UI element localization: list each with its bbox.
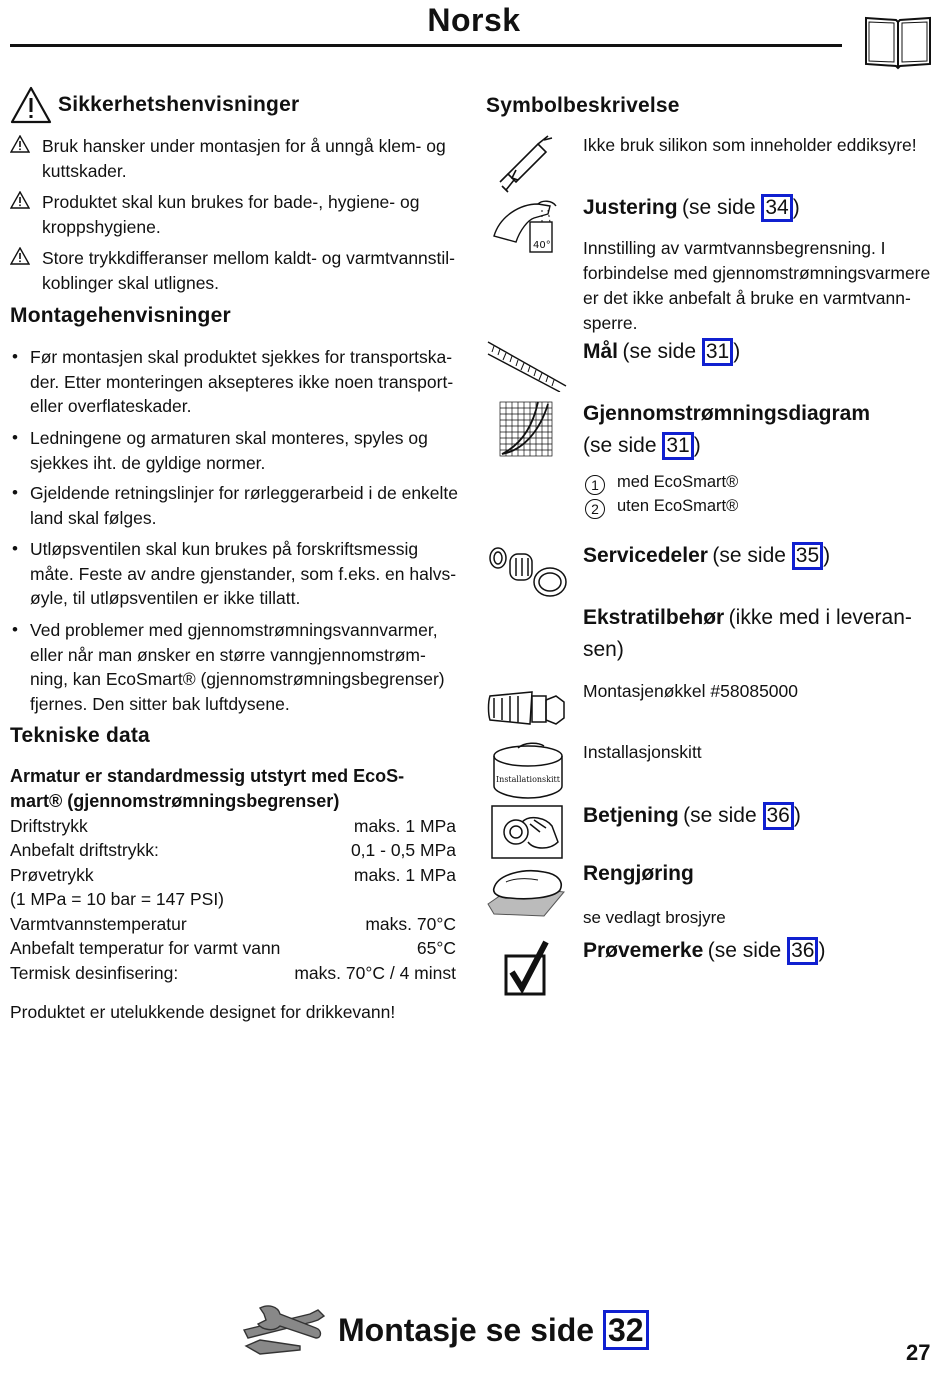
tech-value: maks. 1 MPa — [353, 816, 456, 836]
page-title: Norsk — [427, 2, 521, 38]
warning-triangle-icon — [10, 135, 30, 153]
silicone-note: Ikke bruk silikon som inneholder eddiksyre! — [583, 135, 917, 155]
tech-value: maks. 1 MPa — [353, 865, 456, 885]
warning-text: Produktet skal kun brukes for bade-, hygiene- og kroppshygiene. — [42, 192, 420, 237]
heading-title: Mål — [583, 340, 619, 363]
ref-prefix: (se side — [712, 544, 792, 567]
page-link[interactable]: 32 — [603, 1310, 649, 1350]
bullet-item: • Før montasjen skal produktet sjekkes for transportska-der. Etter monteringen aksepteres ikke noen transport- eller overflateskader. — [12, 345, 460, 419]
tech-label: (1 MPa = 10 bar = 147 PSI) — [10, 889, 225, 909]
page-link[interactable]: 35 — [792, 542, 823, 570]
heading-title: Servicedeler — [583, 544, 708, 567]
section-title: Montagehenvisninger — [10, 304, 231, 327]
bullet-item: • Gjeldende retningslinjer for rørleggerarbeid i de enkelte land skal følges. — [12, 481, 460, 530]
page-link[interactable]: 31 — [702, 338, 733, 366]
bullet-text: Ledningene og armaturen skal monteres, spyles og sjekkes iht. de gyldige normer. — [30, 428, 428, 473]
section-title: Tekniske data — [10, 724, 150, 747]
tech-row — [10, 863, 456, 888]
service-heading — [583, 542, 830, 570]
tech-value: maks. 70°C — [365, 914, 456, 934]
legend-text: uten EcoSmart® — [617, 497, 739, 515]
warning-text: Bruk hansker under montasjen for å unngå klem- og kuttskader. — [42, 136, 446, 181]
tech-label: Anbefalt temperatur for varmt vann — [10, 938, 281, 958]
bullet-text: Ved problemer med gjennomstrømningsvannvarmer, eller når man ønsker en større vanngjennomstrøm-ning, kan EcoSmart® (gjennomstrømningsbegrenser) fjernes. Den sitter bak luftdysene. — [30, 620, 445, 714]
ref-suffix: ) — [793, 804, 801, 827]
header-rule — [10, 44, 842, 47]
tech-label: Prøvetrykk — [10, 865, 94, 885]
tech-label: Varmtvannstemperatur — [10, 914, 187, 934]
wrench-screwdriver-icon — [240, 1300, 326, 1358]
checkmark-box-icon — [502, 938, 552, 996]
tech-value: 65°C — [416, 938, 456, 958]
tech-row — [10, 961, 456, 986]
book-icon — [864, 14, 932, 70]
adjust-text: Innstilling av varmtvannsbegrensning. I forbindelse med gjennomstrømningsvarmere er det ikke anbefalt å bruke en varmtvann-sperre. — [583, 238, 931, 333]
footer-title-text: Montasje se side — [338, 1312, 595, 1348]
accessories-heading — [583, 603, 935, 667]
installation-kit-icon — [490, 740, 566, 800]
ref-suffix: ) — [792, 196, 800, 219]
operation-heading — [583, 802, 801, 830]
page-link[interactable]: 36 — [787, 937, 818, 965]
bullet-text: Før montasjen skal produktet sjekkes for transportska-der. Etter monteringen aksepteres ikke noen transport- eller overflateskader. — [30, 347, 454, 416]
footer-assembly-ref — [338, 1310, 649, 1350]
drinking-water-note: Produktet er utelukkende designet for drikkevann! — [10, 1002, 396, 1022]
tech-subtitle: Armatur er standardmessig utstyrt med EcoS-mart® (gjennomstrømningsbegrenser) — [10, 766, 405, 811]
bullet-item: • Ledningene og armaturen skal monteres, spyles og sjekkes iht. de gyldige normer. — [12, 426, 460, 475]
cleaning-cloth-icon — [484, 864, 568, 918]
ref-prefix: (se side — [681, 196, 762, 219]
heading-title: Gjennomstrømningsdiagram — [583, 402, 871, 425]
warning-item — [10, 246, 460, 295]
adjust-heading — [583, 194, 800, 222]
assembly-key-icon — [484, 682, 570, 734]
page-number: 27 — [906, 1340, 931, 1365]
heading-title: Betjening — [583, 804, 679, 827]
dimensions-heading — [583, 338, 740, 366]
bullet-text: Gjeldende retningslinjer for rørleggerarbeid i de enkelte land skal følges. — [30, 483, 459, 528]
ref-suffix: ) — [733, 340, 741, 363]
silicone-gun-icon — [494, 134, 558, 194]
legend-number: 1 — [585, 475, 605, 495]
warning-triangle-icon — [10, 191, 30, 209]
cleaning-heading — [583, 862, 694, 886]
page-link[interactable]: 31 — [662, 432, 693, 460]
flow-heading — [583, 399, 935, 463]
tech-label: Termisk desinfisering: — [10, 963, 179, 983]
tech-row — [10, 936, 456, 961]
test-heading — [583, 937, 825, 965]
cleaning-text: se vedlagt brosjyre — [583, 908, 726, 927]
tech-value: maks. 70°C / 4 minst — [294, 963, 456, 983]
tech-value: 0,1 - 0,5 MPa — [350, 840, 456, 860]
svg-text:40°: 40° — [533, 240, 551, 251]
kit-can-label: Installationskitt — [496, 775, 560, 784]
warning-triangle-icon — [10, 247, 30, 265]
service-parts-icon — [486, 544, 570, 600]
tech-row — [10, 887, 456, 912]
warning-item — [10, 134, 460, 183]
ref-prefix: (se side — [707, 939, 788, 962]
heading-title: Justering — [583, 196, 678, 219]
tech-label: Driftstrykk — [10, 816, 88, 836]
installation-kit-text: Installasjonskitt — [583, 742, 702, 762]
ref-prefix: (se side — [622, 340, 702, 363]
heading-title: Prøvemerke — [583, 939, 704, 962]
assembly-key-text: Montasjenøkkel #58085000 — [583, 681, 799, 701]
safety-heading — [10, 86, 299, 124]
bullet-item: • Ved problemer med gjennomstrømningsvannvarmer, eller når man ønsker en større vanngjennomstrøm-ning, kan EcoSmart® (gjennomstrømningsbegrenser) fjernes. Den sitter bak luftdysene. — [12, 618, 460, 716]
flow-diagram-icon — [498, 400, 554, 458]
hand-knob-icon — [490, 802, 564, 860]
section-title: Symbolbeskrivelse — [486, 94, 680, 117]
heading-title: Rengjøring — [583, 862, 694, 885]
heading-title: Ekstratilbehør — [583, 606, 725, 629]
ref-suffix: ) — [693, 434, 701, 457]
bullet-item: • Utløpsventilen skal kun brukes på forskriftsmessig måte. Feste av andre gjenstander, som f.eks. en halvs-øyle, til utløpsventilen er ikke tillatt. — [12, 537, 460, 611]
thermostat-adjust-icon — [490, 196, 564, 256]
ref-prefix: (se side — [683, 804, 763, 827]
legend-number: 2 — [585, 499, 605, 519]
legend-text: med EcoSmart® — [617, 473, 739, 491]
ref-prefix: (se side — [583, 434, 663, 457]
bullet-text: Utløpsventilen skal kun brukes på forskriftsmessig måte. Feste av andre gjenstander, som f.eks. en halvs-øyle, til utløpsventilen er ikke tillatt. — [30, 539, 457, 608]
ref-suffix: ) — [823, 544, 831, 567]
section-title: Sikkerhetshenvisninger — [58, 93, 300, 116]
tech-label: Anbefalt driftstrykk: — [10, 840, 159, 860]
tech-row — [10, 814, 456, 839]
ruler-icon — [486, 340, 568, 392]
heading-suffix: (ikke med i leveran-sen) — [583, 606, 912, 661]
warning-triangle-icon — [10, 86, 52, 124]
page-link[interactable]: 34 — [761, 194, 792, 222]
tech-row — [10, 838, 456, 863]
tech-row — [10, 912, 456, 937]
flow-legend-item — [585, 469, 738, 495]
warning-text: Store trykkdifferanser mellom kaldt- og varmtvannstil-koblinger skal utlignes. — [42, 248, 456, 293]
ref-suffix: ) — [818, 939, 826, 962]
warning-item — [10, 190, 460, 239]
page-link[interactable]: 36 — [763, 802, 794, 830]
flow-legend-item — [585, 493, 738, 519]
